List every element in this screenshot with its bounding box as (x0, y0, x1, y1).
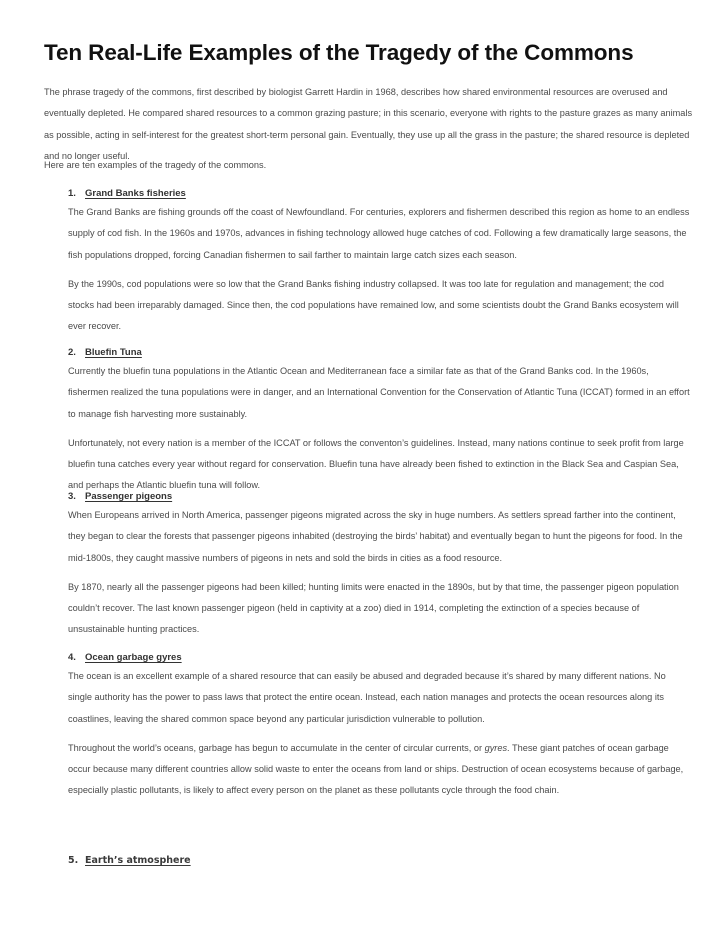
section-paragraph: When Europeans arrived in North America, passenger pigeons migrated across the sky in huge numbers. As settlers spread farther into the continent, they began to clear the forests that passenger pigeons inhabited (destroying the birds’ habitat) and eventually began to hunt the pigeons for food. In the mid-1800s, they caught massive numbers of pigeons in nets and sold the birds in cities as a food resource. (68, 510, 683, 563)
section-paragraph: The ocean is an excellent example of a shared resource that can easily be abused and degraded because it’s shared by many different nations. No single authority has the power to pass laws that protect the entire ocean. Instead, each nation manages and protects the ocean resources along its coastlines, leaving the shared common space beyond any particular jurisdiction vulnerable to pollution. (68, 671, 666, 724)
section-earths-atmosphere (68, 853, 690, 869)
section-paragraph: By the 1990s, cod populations were so low that the Grand Banks fishing industry collapsed. It was too late for regulation and management; the cod stocks had been irreparably damaged. Since then, the cod populations have remained low, and some scientists doubt the Grand Banks ecosystem will ever recover. (68, 278, 679, 332)
section-title: Earth’s atmosphere (85, 855, 191, 866)
document-title: Ten Real-Life Examples of the Tragedy of the Commons (44, 40, 634, 65)
section-paragraph: The Grand Banks are fishing grounds off the coast of Newfoundland. For centuries, explorers and fishermen described this region as home to an endless supply of cod fish. In the 1960s and 1970s, advances in fishing technology allowed huge catches of cod. Following a few dramatically large seasons, the fish populations dropped, forcing Canadian fishermen to sail farther to maintain large catch sizes each season. (68, 207, 690, 260)
section-paragraph: By 1870, nearly all the passenger pigeons had been killed; hunting limits were enacted in the 1890s, but by that time, the passenger pigeon population couldn’t recover. The last known passenger pigeon (held in captivity at a zoo) died in 1914, completing the extinction of a species because of unsustainable hunting practices. (68, 581, 679, 635)
section-bluefin-tuna (68, 345, 690, 497)
section-heading (68, 853, 690, 869)
emphasized-term: gyres (484, 742, 508, 753)
section-number: 5. (68, 855, 79, 866)
section-paragraph: Throughout the world’s oceans, garbage has begun to accumulate in the center of circular currents, or gyres. These giant patches of ocean garbage occur because many different countries allow solid waste to enter the oceans from land or ships. Destruction of ocean ecosystems because of garbage, especially plastic pollutants, is likely to affect every person on the planet as these pollutants cycle through the food chain. (68, 742, 684, 796)
section-number: 2. (68, 347, 76, 358)
section-ocean-garbage-gyres (68, 650, 690, 802)
section-paragraph: Currently the bluefin tuna populations in the Atlantic Ocean and Mediterranean face a similar fate as that of the Grand Banks cod. In the 1960s, fishermen realized the tuna populations were in danger, and an International Convention for the Conservation of Atlantic Tuna (ICCAT) formed in an effort to manage fish harvesting more sustainably. (68, 366, 690, 419)
section-heading (68, 650, 690, 666)
section-paragraph: Unfortunately, not every nation is a member of the ICCAT or follows the conventon’s guidelines. Instead, many nations continue to seek profit from large bluefin tuna catches every year without regard for conservation. Bluefin tuna have already been fished to extinction in the Black Sea and Caspian Sea, and perhaps the Atlantic bluefin tuna will follow. (68, 437, 684, 491)
section-grand-banks-fisheries (68, 186, 690, 338)
section-title: Grand Banks fisheries (85, 188, 186, 199)
section-title: Passenger pigeons (85, 491, 173, 502)
intro-paragraph: The phrase tragedy of the commons, first described by biologist Garrett Hardin in 1968, describes how shared environmental resources are overused and eventually depleted. He compared shared resources to a common grazing pasture; in this scenario, everyone with rights to the pasture grazes as many animals as possible, acting in self-interest for the greatest short-term personal gain. Eventually, they use up all the grass in the pasture; the shared resource is depleted and no longer useful. (44, 87, 693, 161)
lead-sentence: Here are ten examples of the tragedy of the commons. (44, 160, 267, 170)
section-heading (68, 489, 690, 505)
section-title: Bluefin Tuna (85, 347, 142, 358)
section-heading (68, 345, 690, 361)
section-number: 4. (68, 652, 76, 663)
section-heading (68, 186, 690, 202)
section-passenger-pigeons (68, 489, 690, 641)
section-number: 3. (68, 491, 76, 502)
section-number: 1. (68, 188, 76, 199)
section-title: Ocean garbage gyres (85, 652, 182, 663)
